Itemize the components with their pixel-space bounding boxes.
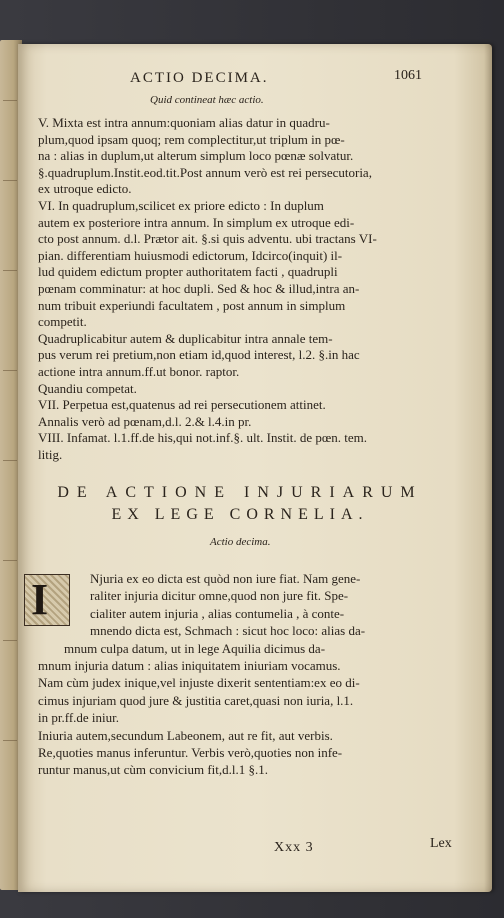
text-line: Njuria ex eo dicta est quòd non iure fiat. Nam gene- xyxy=(90,571,361,586)
decorated-initial: I xyxy=(24,574,70,626)
text-line: ex utroque edicto. xyxy=(38,181,132,197)
text-line: cimus injuriam quod jure & justitia caret,quasi non iuria, l.1. xyxy=(38,692,354,708)
section-heading-line2: EX LEGE CORNELIA. xyxy=(111,506,369,523)
text-line: autem ex posteriore intra annum. In simplum ex utroque edi- xyxy=(38,214,355,230)
text-line: VII. Perpetua est,quatenus ad rei persecutionem attinet. xyxy=(38,397,326,413)
text-line: pian. differentiam huiusmodi edictorum, Idcirco(inquit) il- xyxy=(38,247,343,263)
text-line: mnendo dicta est, Schmach : sicut hoc loco: alias da- xyxy=(90,623,366,639)
text-line: in pr.ff.de iniur. xyxy=(38,710,120,726)
text-line: competit. xyxy=(38,314,87,330)
text-line: V. Mixta est intra annum:quoniam alias datur in quadru- xyxy=(38,115,330,130)
text-line: lud quidem edictum propter authoritatem facti , quadrupli xyxy=(38,264,338,280)
text-line: Re,quoties manus inferuntur. Verbis verò,quoties non infe- xyxy=(38,745,343,760)
section-subtitle: Quid contineat hæc actio. xyxy=(150,94,264,106)
catchword: Lex xyxy=(430,836,452,851)
section-actio-label: Actio decima. xyxy=(210,536,271,548)
text-line: Quandiu competat. xyxy=(38,380,137,396)
text-line: na : alias in duplum,ut alterum simplum loco pœnæ solvatur. xyxy=(38,148,354,164)
text-line: VIII. Infamat. l.1.ff.de his,qui not.inf.§. ult. Instit. de pœn. tem. xyxy=(38,430,368,446)
text-line: cto post annum. d.l. Prætor ait. §.si quis adventu. ubi tractans VI- xyxy=(38,231,377,247)
text-line: raliter injuria dicitur omne,quod non jure fit. Spe- xyxy=(90,588,349,604)
text-line: mnum culpa datum, ut in lege Aquilia dicimus da- xyxy=(64,640,326,656)
page-number: 1061 xyxy=(394,68,422,83)
text-line: §.quadruplum.Instit.eod.tit.Post annum verò est rei persecutoria, xyxy=(38,164,372,180)
text-line: cialiter autem injuria , alias contumelia , à conte- xyxy=(90,605,345,621)
section-heading-line1: DE ACTIONE INJURIARUM xyxy=(57,484,423,501)
text-line: Iniuria autem,secundum Labeonem, aut re fit, aut verbis. xyxy=(38,727,333,743)
text-line: Quadruplicabitur autem & duplicabitur intra annale tem- xyxy=(38,330,333,346)
text-line: actione intra annum.ff.ut bonor. raptor. xyxy=(38,364,240,379)
text-line: plum,quod ipsam quoq; rem complectitur,ut triplum in pœ- xyxy=(38,131,345,147)
text-line: Annalis verò ad pœnam,d.l. 2.& l.4.in pr. xyxy=(38,413,252,429)
signature-mark: Xxx 3 xyxy=(274,840,314,855)
text-line: VI. In quadruplum,scilicet ex priore edicto : In duplum xyxy=(38,198,324,213)
book-page xyxy=(18,44,492,892)
text-line: Nam cùm judex inique,vel injuste dixerit sententiam:ex eo di- xyxy=(38,675,360,691)
running-title: ACTIO DECIMA. xyxy=(130,70,269,86)
text-line: num tribuit experiundi facultatem , post annum in simplum xyxy=(38,297,346,313)
text-line: mnum injuria datum : alias iniquitatem iniuriam vocamus. xyxy=(38,658,341,673)
text-line: pus verum rei pretium,non etiam id,quod interest, l.2. §.in hac xyxy=(38,347,360,363)
text-line: litig. xyxy=(38,447,63,462)
text-line: runtur manus,ut cùm convicium fit,d.l.1 §.1. xyxy=(38,762,268,778)
text-line: pœnam comminatur: at hoc dupli. Sed & hoc & illud,intra an- xyxy=(38,281,360,296)
